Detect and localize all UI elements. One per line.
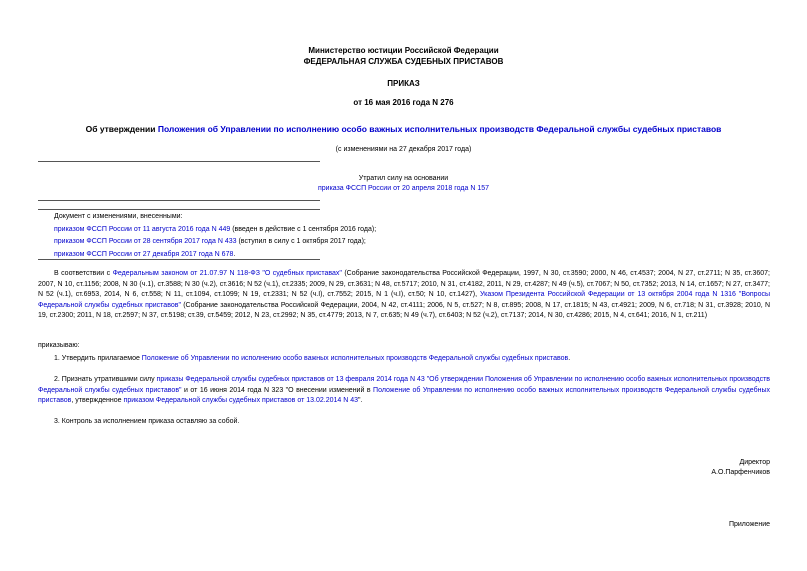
item-1: 1. Утвердить прилагаемое Положение об Управлении по исполнению особо важных исполнительных производств Федеральной службы судебных приставов. [54, 355, 571, 362]
presidential-decree-link[interactable]: Указом Президента Российской Федерации от 13 октября 2004 года N 1316 "Вопросы Федеральной службы судебных приставов" [38, 291, 771, 309]
regulation-link[interactable]: Положение об Управлении по исполнению особо важных исполнительных производств Федеральной службы судебных приставов [141, 355, 569, 362]
expired-note: Утратил силу на основании [358, 175, 449, 182]
regulation-link-2[interactable]: Положение об Управлении по исполнению особо важных исполнительных производств Федеральной службы судебных приставов [38, 386, 771, 405]
changes-heading: Документ с изменениями, внесенными: [54, 213, 183, 220]
ministry-name: Министерство юстиции Российской Федерации [308, 46, 499, 55]
service-name: ФЕДЕРАЛЬНАЯ СЛУЖБА СУДЕБНЫХ ПРИСТАВОВ [303, 57, 504, 66]
divider-line [38, 259, 320, 260]
amendment-note: (с изменениями на 27 декабря 2017 года) [335, 146, 472, 153]
item-2: 2. Признать утратившими силу приказы Федеральной службы судебных приставов от 13 февраля 2014 года N 43 "Об утверждении Положения об Управлении по исполнению особо важных исполнительных производств Федеральной службы судебных приставов" и от 16 июня 2014 года N 323 "О внесении изменений в Положение об Управлении по исполнению особо важных исполнительных производств Федеральной службы судебных приставов, утвержденное приказом Федеральной службы судебных приставов от 13.02.2014 N 43". [38, 376, 771, 405]
changes-block [54, 212, 474, 260]
divider-line [38, 161, 320, 162]
order-43-link[interactable]: приказом Федеральной службы судебных приставов от 13.02.2014 N 43 [123, 397, 359, 405]
signature-position: Директор [739, 459, 770, 466]
divider-line [38, 200, 320, 201]
signature-name: А.О.Парфенчиков [711, 469, 770, 476]
preamble-paragraph: В соответствии с Федеральным законом от 21.07.97 N 118-ФЗ "О судебных приставах" (Собрание законодательства Российской Федерации, 1997, N 30, ст.3590; 2000, N 46, ст.4537; 2004, N 27, ст.2711; N 35, ст.3607; 2007, N 10, ст.1156; 2008, N 30 (ч.1), ст.3588; N 30 (ч.2), ст.3616; N 52 (ч.1), ст.2335; 2009, N 29, ст.3631; N 48, ст.5717; 2010, N 31, ст.4182, 2011, N 29, ст.4287; N 49 (ч.5), ст.7067; N 50, ст.7352; 2013, N 14, ст.1657; N 27, ст.3477; N 52 (ч.1), ст.6953, 2014, N 6, ст.558; N 11, ст.1094, ст.1099; N 19, ст.2331; N 52 (ч.I), ст.7552; 2015, N 1 (ч.I), ст.50; N 10, ст.1427), Указом Президента Российской Федерации от 13 октября 2004 года N 1316 "Вопросы Федеральной службы судебных приставов" (Собрание законодательства Российской Федерации, 2004, N 42, ст.4111; 2006, N 5, ст.527; N 8, ст.895; 2008, N 17, ст.1815; N 43, ст.4921; 2009, N 6, ст.718; N 31, ст.3928; 2010, N 19, ст.2300; 2011, N 18, ст.2597; N 37, ст.5198; ст.39, ст.5459; 2012, N 23, ст.2992; N 35, ст.4779; 2013, N 7, ст.635; N 49 (ч.7), ст.6403; N 52 (ч.2), ст.7137; 2014, N 30, ст.4286; 2015, N 4, ст.641; 2016, N 1, ст.211) [38, 270, 771, 320]
federal-law-link[interactable]: Федеральным законом от 21.07.97 N 118-ФЗ "О судебных приставах" [112, 270, 342, 277]
list-item: приказом ФССП России от 11 августа 2016 года N 449 (введен в действие с 1 сентября 2016 года); [54, 225, 377, 233]
doc-type: ПРИКАЗ [387, 79, 420, 88]
list-item: приказом ФССП России от 27 декабря 2017 года N 678. [54, 250, 236, 258]
changes-link-2[interactable]: приказом ФССП России от 28 сентября 2017 года N 433 [54, 238, 237, 246]
title-link[interactable]: Положения об Управлении по исполнению особо важных исполнительных производств Федеральной службы судебных приставов [157, 124, 722, 134]
list-item: приказом ФССП России от 28 сентября 2017 года N 433 (вступил в силу с 1 октября 2017 года); [54, 238, 366, 246]
changes-link-1[interactable]: приказом ФССП России от 11 августа 2016 года N 449 [54, 225, 231, 233]
document-title [0, 124, 807, 134]
changes-link-3[interactable]: приказом ФССП России от 27 декабря 2017 года N 678 [54, 250, 234, 258]
appendix-label: Приложение [728, 521, 770, 528]
order-word: приказываю: [38, 342, 80, 349]
doc-date: от 16 мая 2016 года N 276 [353, 98, 454, 107]
expired-link-line [0, 185, 807, 192]
item-3: 3. Контроль за исполнением приказа оставляю за собой. [54, 418, 240, 425]
repealed-orders-link[interactable]: приказы Федеральной службы судебных приставов от 13 февраля 2014 года N 43 "Об утверждении Положения об Управлении по исполнению особо важных исполнительных производств Федеральной службы судебных приставов" [38, 376, 770, 394]
title-prefix: Об утверждении [85, 124, 158, 134]
expired-link[interactable]: приказа ФССП России от 20 апреля 2018 года N 157 [317, 185, 490, 192]
divider-line [38, 209, 320, 210]
